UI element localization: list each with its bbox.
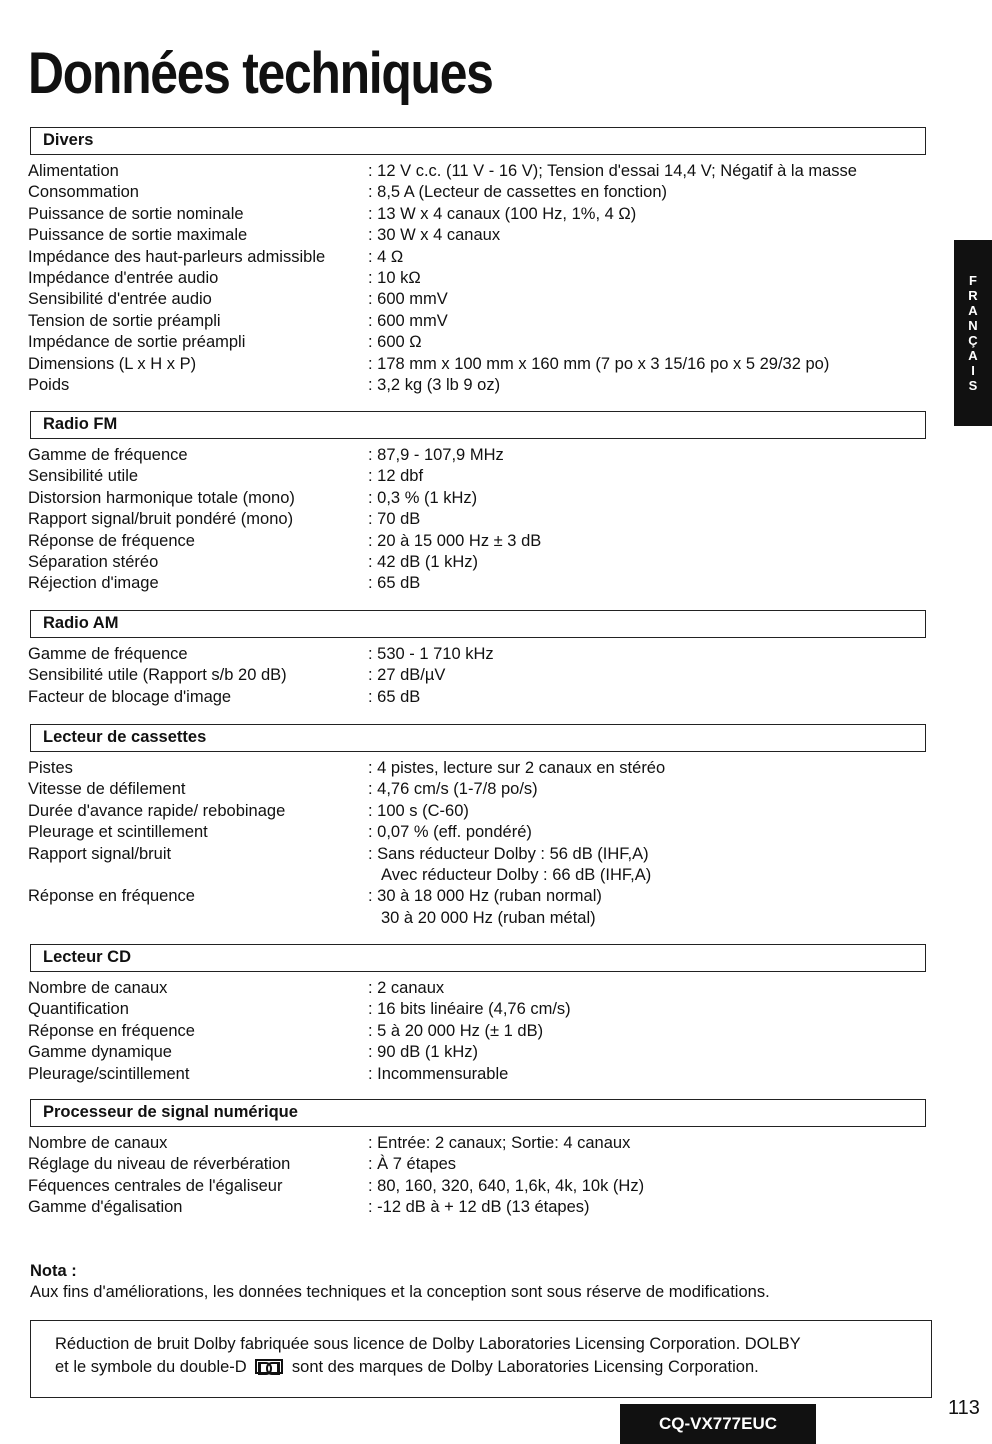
spec-label: Puissance de sortie maximale <box>28 226 248 245</box>
spec-value: : 3,2 kg (3 lb 9 oz) <box>368 375 501 394</box>
spec-row <box>28 1042 928 1063</box>
spec-label: Consommation <box>28 183 139 202</box>
section-heading: Lecteur de cassettes <box>30 724 926 752</box>
spec-value: : 100 s (C-60) <box>368 801 469 820</box>
spec-row <box>28 978 928 999</box>
spec-value: : 4 Ω <box>368 247 404 266</box>
spec-value: : -12 dB à + 12 dB (13 étapes) <box>368 1198 590 1217</box>
spec-label: Réglage du niveau de réverbération <box>28 1155 291 1174</box>
language-tab-letter: N <box>968 318 978 333</box>
spec-value: : 65 dB <box>368 574 421 593</box>
spec-row <box>28 844 928 865</box>
spec-value: : 10 kΩ <box>368 268 421 287</box>
spec-label: Rapport signal/bruit <box>28 844 172 863</box>
language-tab-letter: Ç <box>968 333 978 348</box>
spec-label: Sensibilité d'entrée audio <box>28 290 212 309</box>
spec-label: Pleurage et scintillement <box>28 823 208 842</box>
spec-value: : 5 à 20 000 Hz (± 1 dB) <box>368 1021 544 1040</box>
spec-value: : 530 - 1 710 kHz <box>368 645 494 663</box>
spec-row <box>28 1021 928 1042</box>
section-heading: Divers <box>30 127 926 155</box>
spec-value: : 70 dB <box>368 510 421 529</box>
language-tab-letter: A <box>968 348 978 363</box>
spec-label <box>28 865 368 886</box>
nota-title: Nota : <box>30 1262 77 1280</box>
model-badge: CQ-VX777EUC <box>620 1404 816 1444</box>
spec-value: : Sans réducteur Dolby : 56 dB (IHF,A) <box>368 844 649 863</box>
language-tab-letter: I <box>971 363 975 378</box>
spec-value: : 80, 160, 320, 640, 1,6k, 4k, 10k (Hz) <box>368 1176 645 1195</box>
section-processeur-signal <box>28 1099 928 1219</box>
spec-row <box>28 552 928 573</box>
spec-label: Sensibilité utile (Rapport s/b 20 dB) <box>28 666 287 685</box>
section-heading: Radio FM <box>30 411 926 439</box>
language-tab-letter: F <box>969 273 977 288</box>
spec-value: : 42 dB (1 kHz) <box>368 552 479 571</box>
spec-value: : 4 pistes, lecture sur 2 canaux en stéréo <box>368 759 666 777</box>
section-heading: Radio AM <box>30 610 926 638</box>
page-number: 113 <box>948 1397 980 1419</box>
spec-row <box>28 531 928 552</box>
spec-value: : 600 mmV <box>368 311 448 330</box>
spec-label <box>28 908 368 929</box>
spec-value: : 4,76 cm/s (1-7/8 po/s) <box>368 780 538 799</box>
spec-label: Gamme de fréquence <box>28 645 188 663</box>
spec-row <box>28 886 928 907</box>
spec-row <box>28 1197 928 1218</box>
spec-row <box>28 268 928 289</box>
spec-row <box>28 908 928 929</box>
section-divers <box>28 127 928 396</box>
spec-label: Tension de sortie préampli <box>28 311 221 330</box>
spec-row <box>28 1133 928 1154</box>
spec-row <box>28 375 928 396</box>
nota-text: Aux fins d'améliorations, les données techniques et la conception sont sous réserve de modifications. <box>30 1283 770 1301</box>
spec-row <box>28 573 928 594</box>
spec-label: Facteur de blocage d'image <box>28 687 232 706</box>
spec-value: : 178 mm x 100 mm x 160 mm (7 po x 3 15/16 po x 5 29/32 po) <box>368 354 830 373</box>
spec-label: Dimensions (L x H x P) <box>28 354 197 373</box>
language-tab <box>954 240 992 426</box>
spec-row <box>28 509 928 530</box>
spec-value: : 30 à 18 000 Hz (ruban normal) <box>368 887 602 906</box>
spec-row <box>28 1064 928 1085</box>
spec-row <box>28 758 928 779</box>
spec-value: : 90 dB (1 kHz) <box>368 1043 479 1062</box>
spec-row <box>28 822 928 843</box>
spec-label: Rapport signal/bruit pondéré (mono) <box>28 510 294 529</box>
dolby-text-before: et le symbole du double-D <box>55 1358 247 1376</box>
spec-row <box>28 289 928 310</box>
spec-value: : 600 mmV <box>368 290 448 309</box>
dolby-text-after: sont des marques de Dolby Laboratories Licensing Corporation. <box>291 1358 759 1376</box>
spec-label: Quantification <box>28 1000 129 1019</box>
language-tab-letter: S <box>968 378 978 393</box>
spec-value: : À 7 étapes <box>368 1155 457 1174</box>
page-title: Données techniques <box>28 41 493 106</box>
spec-label: Impédance de sortie préampli <box>28 333 246 352</box>
spec-label: Féquences centrales de l'égaliseur <box>28 1176 283 1195</box>
spec-row <box>28 354 928 375</box>
spec-row <box>28 182 928 203</box>
section-radio-fm <box>28 411 928 595</box>
spec-label: Alimentation <box>28 162 119 180</box>
spec-label: Séparation stéréo <box>28 552 159 571</box>
spec-row <box>28 687 928 708</box>
spec-value: : Incommensurable <box>368 1064 509 1083</box>
spec-value: : 0,3 % (1 kHz) <box>368 488 478 507</box>
spec-label: Gamme dynamique <box>28 1043 172 1062</box>
spec-label: Gamme de fréquence <box>28 446 188 464</box>
spec-row <box>28 1154 928 1175</box>
section-heading: Lecteur CD <box>30 944 926 972</box>
dolby-notice-line <box>55 1358 759 1377</box>
spec-label: Nombre de canaux <box>28 1134 168 1152</box>
spec-row <box>28 665 928 686</box>
spec-value: : 16 bits linéaire (4,76 cm/s) <box>368 1000 571 1019</box>
spec-label: Vitesse de défilement <box>28 780 186 799</box>
spec-value: : 20 à 15 000 Hz ± 3 dB <box>368 531 542 550</box>
section-lecteur-cd <box>28 944 928 1085</box>
spec-label: Puissance de sortie nominale <box>28 204 244 223</box>
spec-label: Durée d'avance rapide/ rebobinage <box>28 801 286 820</box>
spec-value: 30 à 20 000 Hz (ruban métal) <box>381 908 596 927</box>
language-tab-letter: A <box>968 303 978 318</box>
spec-value: : 12 dbf <box>368 467 424 486</box>
spec-row <box>28 161 928 182</box>
spec-value: : Entrée: 2 canaux; Sortie: 4 canaux <box>368 1134 631 1152</box>
spec-row <box>28 225 928 246</box>
spec-label: Réponse en fréquence <box>28 887 195 906</box>
spec-label: Réponse en fréquence <box>28 1021 195 1040</box>
spec-value: : 2 canaux <box>368 979 445 997</box>
spec-value: : 12 V c.c. (11 V - 16 V); Tension d'essai 14,4 V; Négatif à la masse <box>368 162 857 180</box>
spec-value: : 13 W x 4 canaux (100 Hz, 1%, 4 Ω) <box>368 204 637 223</box>
spec-row <box>28 445 928 466</box>
spec-row <box>28 466 928 487</box>
spec-label: Distorsion harmonique totale (mono) <box>28 488 295 507</box>
spec-value: : 8,5 A (Lecteur de cassettes en fonction) <box>368 183 668 202</box>
spec-row <box>28 204 928 225</box>
spec-label: Réjection d'image <box>28 574 159 593</box>
spec-label: Pleurage/scintillement <box>28 1064 190 1083</box>
spec-row <box>28 801 928 822</box>
dolby-notice <box>30 1320 932 1398</box>
spec-value: Avec réducteur Dolby : 66 dB (IHF,A) <box>381 865 652 884</box>
spec-value: : 0,07 % (eff. pondéré) <box>368 823 532 842</box>
dolby-double-d-icon <box>255 1359 283 1374</box>
section-heading: Processeur de signal numérique <box>30 1099 926 1127</box>
spec-label: Poids <box>28 375 70 394</box>
spec-label: Réponse de fréquence <box>28 531 195 550</box>
spec-label: Gamme d'égalisation <box>28 1198 183 1217</box>
spec-value: : 27 dB/µV <box>368 666 446 685</box>
section-radio-am <box>28 610 928 708</box>
spec-label: Impédance des haut-parleurs admissible <box>28 247 326 266</box>
spec-row <box>28 779 928 800</box>
spec-value: : 87,9 - 107,9 MHz <box>368 446 504 464</box>
spec-label: Pistes <box>28 759 73 777</box>
spec-row <box>28 999 928 1020</box>
spec-row <box>28 644 928 665</box>
spec-label: Nombre de canaux <box>28 979 168 997</box>
spec-row <box>28 865 928 886</box>
spec-label: Impédance d'entrée audio <box>28 268 219 287</box>
spec-row <box>28 311 928 332</box>
spec-row <box>28 1176 928 1197</box>
spec-row <box>28 332 928 353</box>
spec-row <box>28 247 928 268</box>
spec-value: : 65 dB <box>368 687 421 706</box>
language-tab-letter: R <box>968 288 978 303</box>
spec-row <box>28 488 928 509</box>
spec-value: : 600 Ω <box>368 333 422 352</box>
dolby-notice-line: Réduction de bruit Dolby fabriquée sous licence de Dolby Laboratories Licensing Corporation. DOLBY <box>55 1335 801 1353</box>
spec-label: Sensibilité utile <box>28 467 139 486</box>
spec-value: : 30 W x 4 canaux <box>368 226 501 245</box>
section-lecteur-cassettes <box>28 724 928 929</box>
